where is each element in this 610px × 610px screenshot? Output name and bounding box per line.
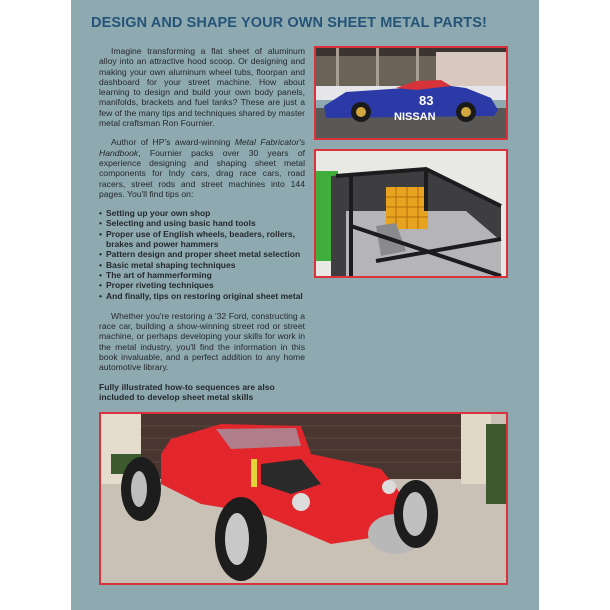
list-item: • The art of hammerforming (99, 270, 305, 280)
car-number: 83 (419, 93, 434, 108)
author-text-end: , Fournier packs over 30 years of experience designing and shaping sheet metal components for Indy cars, drag race cars, road racers, street rods and street machines into 144 pages. You'll find tips on: (99, 147, 305, 199)
page-title: DESIGN AND SHAPE YOUR OWN SHEET METAL PARTS! (91, 15, 487, 31)
closing-paragraph: Whether you're restoring a '32 Ford, constructing a race car, building a show-winning street rod or street machine, or perhaps developing your skills for work in the metal industry, you'll find the information in this book invaluable, and a perfect addition to any home automotive library. (99, 310, 305, 373)
illustrated-note: Fully illustrated how-to sequences are also included to develop sheet metal skills (99, 381, 275, 402)
roll-cage-photo (314, 149, 508, 278)
list-item: • Pattern design and proper sheet metal selection (99, 249, 305, 259)
author-paragraph (99, 137, 305, 199)
list-item: • Setting up your own shop (99, 208, 305, 218)
race-car-photo (314, 46, 508, 140)
brochure-page (71, 0, 539, 610)
tips-list (99, 208, 305, 301)
list-item: • Proper riveting techniques (99, 280, 305, 290)
intro-paragraph: Imagine transforming a flat sheet of aluminum alloy into an attractive hood scoop. Or designing and making your own aluminum wheel tubs, floorpan and dashboard for your street machine. How about learning to design and build your own body panels, manifolds, brackets and fuel tanks? These are just a few of the many tips and techniques shared by master metal craftsman Ron Fournier. (99, 46, 305, 129)
list-item: • Basic metal shaping techniques (99, 260, 305, 270)
roll-cage-image (316, 151, 506, 276)
list-item: • Selecting and using basic hand tools (99, 218, 305, 228)
list-item: • Proper use of English wheels, beaders, rollers, brakes and power hammers (99, 229, 305, 250)
sponsor-logo: NISSAN (394, 111, 436, 123)
list-item: • And finally, tips on restoring original sheet metal (99, 291, 305, 301)
race-car-image (316, 48, 506, 138)
text-column (99, 46, 305, 402)
author-text-start: Author of HP's award-winning (111, 137, 235, 148)
hot-rod-image (101, 414, 506, 583)
hot-rod-photo (99, 412, 508, 585)
book-title: Metal Fabricator's Handbook (99, 137, 305, 158)
